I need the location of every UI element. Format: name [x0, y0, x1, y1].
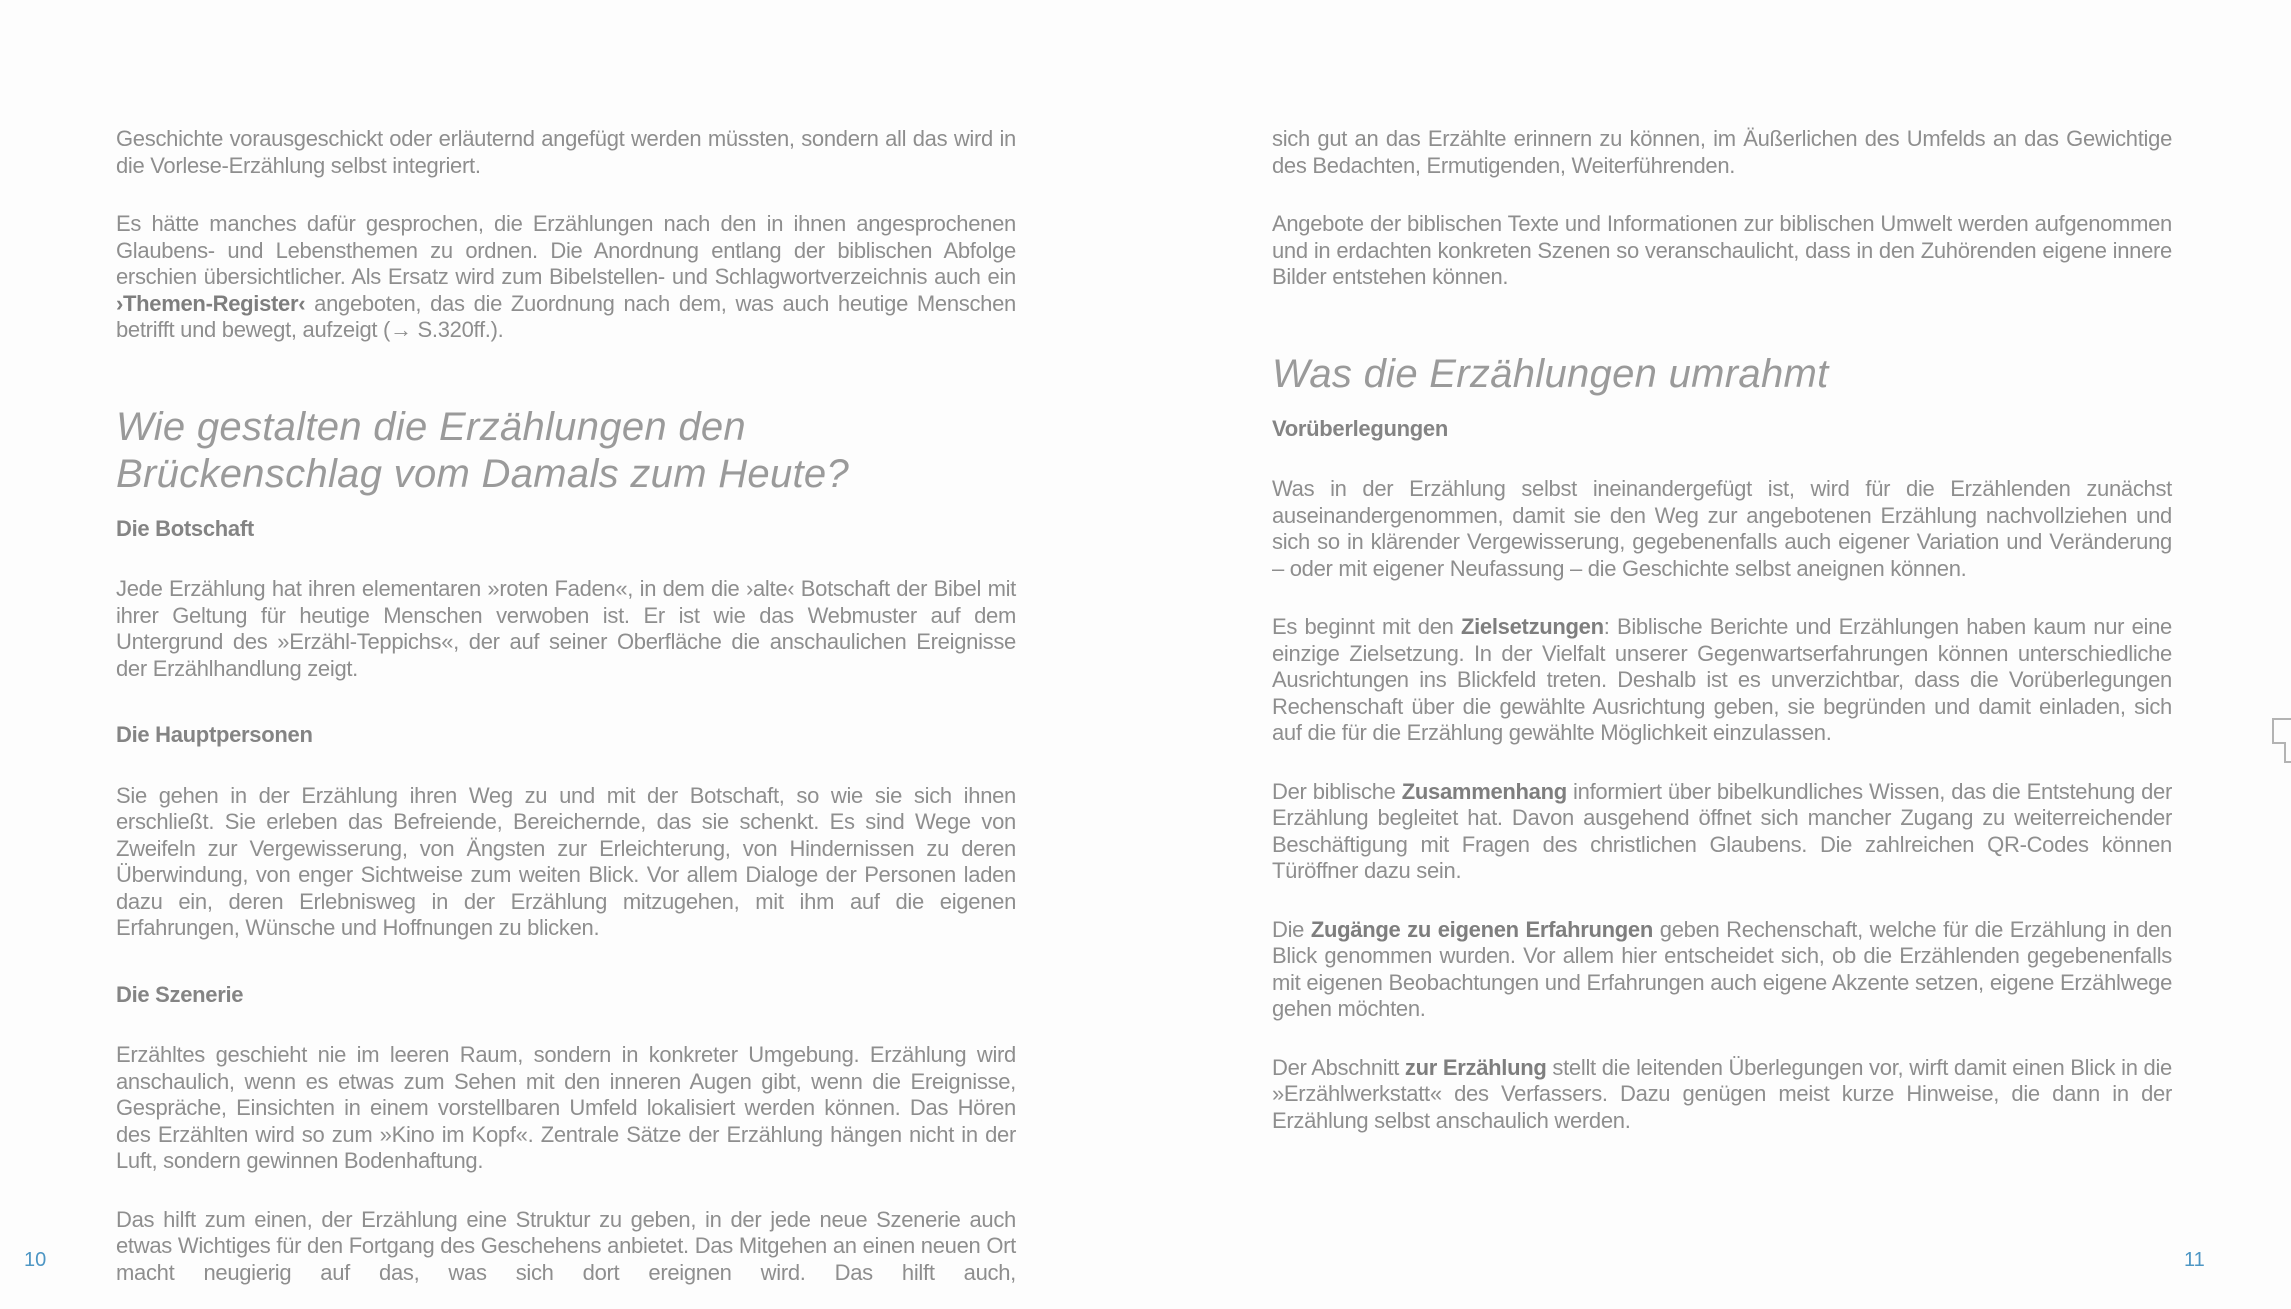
text-segment: Was die Erzählungen umrahmt	[1272, 351, 1829, 396]
text-segment: Erzähltes geschieht nie im leeren Raum, sondern in konkreter Umgebung. Erzählung wird anschaulich, wenn es etwas zum Sehen mit den inneren Augen gibt, wenn die Ereignisse, Gespräche, Einsichten in einem vorstellbaren Umfeld lokalisiert werden können. Das Hören des Erzählten wird so zum »Kino im Kopf«. Zentrale Sätze der Erzählung hängen nicht in der Luft, sondern gewinnen Bodenhaftung.	[116, 1042, 1016, 1173]
text-segment: Es hätte manches dafür gesprochen, die Erzählungen nach den in ihnen angesprochenen Glaubens- und Lebensthemen zu ordnen. Die Anordnung entlang der biblischen Abfolge erschien übersichtlicher. Als Ersatz wird zum Bibelstellen- und Schlagwortverzeichnis auch ein	[116, 211, 1016, 289]
text-segment-bold: Zugänge zu eigenen Erfahrungen	[1310, 916, 1654, 942]
paragraph	[116, 576, 1016, 682]
subheading	[1272, 416, 2172, 443]
text-segment: Die Szenerie	[116, 981, 244, 1007]
text-segment: Die	[1272, 916, 1311, 942]
text-segment: : Biblische Berichte und Erzählungen haben kaum nur eine einzige Zielsetzung. In der Vielfalt unserer Gegenwartserfahrungen können unterschiedliche Ausrichtungen ins Blickfeld treten. Deshalb ist es unverzichtbar, dass die Vorüberlegungen Rechenschaft über die gewählte Ausrichtung geben, sie begründen und damit einladen, sich auf die für die Erzählung gewählte Möglichkeit einzulassen.	[1272, 614, 2172, 745]
text-segment: informiert über bibelkundliches Wissen, das die Entstehung der Erzählung begleitet hat. Davon ausgehend öffnet sich mancher Zugang zu weiterreichender Beschäftigung mit Fragen des christlichen Glaubens. Die zahlreichen QR-Codes können Türöffner dazu sein.	[1272, 778, 2172, 883]
paragraph	[116, 211, 1016, 344]
text-segment: Vorüberlegungen	[1272, 415, 1448, 441]
paragraph	[1272, 1055, 2172, 1135]
paragraph	[116, 126, 1016, 179]
paragraph	[1272, 779, 2172, 885]
text-segment: Was in der Erzählung selbst ineinandergefügt ist, wird für die Erzählenden zunächst auseinandergenommen, damit sie den Weg zur angebotenen Erzählung nachvollziehen und sich so in klärender Vergewisserung, gegebenenfalls auch eigener Variation und Veränderung – oder mit eigener Neufassung – die Geschichte selbst aneignen können.	[1272, 476, 2172, 581]
text-segment: Die Botschaft	[116, 515, 254, 541]
paragraph	[116, 1042, 1016, 1175]
page-left-text	[116, 126, 1016, 1309]
text-segment: sich gut an das Erzählte erinnern zu können, im Äußerlichen des Umfelds an das Gewichtige des Bedachten, Ermutigenden, Weiterführenden.	[1272, 126, 2172, 178]
page-number-right: 11	[2184, 1249, 2205, 1271]
text-segment: geben Rechenschaft, welche für die Erzählung in den Blick genommen wurden. Vor allem hier entscheidet sich, ob die Erzählenden gegebenenfalls mit eigenen Beobachtungen und Erfahrungen auch eigene Akzente setzen, eigene Erzählwege gehen möchten.	[1272, 916, 2172, 1021]
text-segment: stellt die leitenden Überlegungen vor, wirft damit einen Blick in die »Erzählwerkstatt« des Verfassers. Dazu genügen meist kurze Hinweise, die dann in der Erzählung selbst anschaulich werden.	[1272, 1054, 2172, 1133]
paragraph	[116, 783, 1016, 942]
text-segment: Der Abschnitt	[1272, 1054, 1405, 1080]
page-right-text	[1272, 126, 2172, 1166]
subheading	[116, 982, 1016, 1009]
paragraph	[1272, 614, 2172, 747]
subheading	[116, 722, 1016, 749]
page-curl-icon	[2251, 705, 2291, 785]
text-segment: Der biblische	[1272, 778, 1402, 804]
page-number-left: 10	[24, 1249, 47, 1271]
text-segment: Geschichte vorausgeschickt oder erläuternd angefügt werden müssten, sondern all das wird in die Vorlese-Erzählung selbst integriert.	[116, 126, 1016, 178]
text-segment: Das hilft zum einen, der Erzählung eine Struktur zu geben, in der jede neue Szenerie auch etwas Wichtiges für den Fortgang des Geschehens anbietet. Das Mitgehen an einen neuen Ort macht neugierig auf das, was sich dort ereignen wird. Das hilft auch,	[116, 1206, 1016, 1285]
subheading	[116, 516, 1016, 543]
paragraph	[1272, 917, 2172, 1023]
text-segment: Wie gestalten die Erzählungen den Brückenschlag vom Damals zum Heute?	[116, 404, 850, 496]
text-segment: Es beginnt mit den	[1272, 614, 1461, 639]
paragraph	[1272, 126, 2172, 179]
heading	[1272, 351, 2172, 398]
text-segment-bold: zur Erzählung	[1404, 1054, 1547, 1080]
text-segment: Jede Erzählung hat ihren elementaren »roten Faden«, in dem die ›alte‹ Botschaft der Bibel mit ihrer Geltung für heutige Menschen verwoben ist. Er ist wie das Webmuster auf dem Untergrund des »Erzähl-Teppichs«, der auf seiner Oberfläche die anschaulichen Ereignisse der Erzählhandlung zeigt.	[116, 576, 1016, 681]
text-segment: Die Hauptpersonen	[116, 722, 313, 747]
text-segment-bold: ›Themen-Register‹	[116, 290, 306, 316]
text-segment-bold: Zusammenhang	[1401, 778, 1567, 804]
text-segment-bold: Zielsetzungen	[1460, 614, 1604, 639]
text-segment: angeboten, das die Zuordnung nach dem, was auch heutige Menschen betrifft und bewegt, aufzeigt (→ S.320ff.).	[116, 290, 1016, 342]
text-segment: Angebote der biblischen Texte und Informationen zur biblischen Umwelt werden aufgenommen und in erdachten konkreten Szenen so veranschaulicht, dass in den Zuhörenden eigene innere Bilder entstehen können.	[1272, 211, 2172, 289]
text-segment: Sie gehen in der Erzählung ihren Weg zu und mit der Botschaft, so wie sie sich ihnen erschließt. Sie erleben das Befreiende, Bereichernde, das sie schenkt. Es sind Wege von Zweifeln zur Vergewisserung, von Ängsten zur Erleichterung, von Hindernissen zu deren Überwindung, von enger Sichtweise zum weiten Blick. Vor allem Dialoge der Personen laden dazu ein, deren Erlebnisweg in der Erzählung mitzugehen, mit ihm auf die eigenen Erfahrungen, Wünsche und Hoffnungen zu blicken.	[116, 782, 1016, 940]
paragraph	[116, 1207, 1016, 1287]
paragraph	[1272, 211, 2172, 291]
heading	[116, 404, 1016, 498]
paragraph	[1272, 476, 2172, 582]
